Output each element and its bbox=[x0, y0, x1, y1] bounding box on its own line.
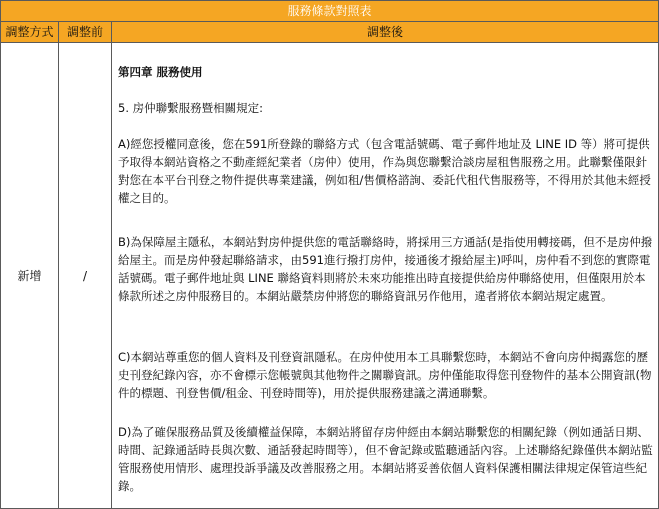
header-after: 調整後 bbox=[112, 22, 658, 43]
header-before: 調整前 bbox=[59, 22, 112, 43]
cell-before bbox=[59, 43, 112, 508]
before-value: / bbox=[82, 268, 88, 283]
header-adjust-method: 調整方式 bbox=[1, 22, 59, 43]
clause-d: D)為了確保服務品質及後續權益保障，本網站將留存房仲經由本網站聯繫您的相關紀錄（例如通話日期、時間、記錄通話時長與次數、通話發起時間等），但不會記錄或監聽通話內容。上述聯絡紀錄僅供本網站監管服務使用情形、處理投訴爭議及改善服務之用。本網站將妥善依個人資料保護相關法律規定保管這些紀錄。 bbox=[118, 425, 653, 493]
adjust-method-value: 新增 bbox=[17, 269, 42, 283]
clause-b: B)為保障屋主隱私，本網站對房仲提供您的電話聯絡時，將採用三方通話(是指使用轉接碼，但不是房仲撥給屋主。而是房仲發起聯絡請求，由591進行撥打房仲，接通後才撥給屋主)呼叫，房仲看不到您的實際電話號碼。電子郵件地址與 LINE 聯絡資料則將於未來功能推出時直接提供給房仲聯絡使用，但僅限用於本條款所述之房仲服務目的。本網站嚴禁房仲將您的聯絡資訊另作他用，違者將依本網站規定處置。 bbox=[118, 235, 653, 303]
section-heading: 5. 房仲聯繫服務暨相關規定: bbox=[118, 101, 264, 115]
table-title: 服務條款對照表 bbox=[1, 1, 658, 22]
clause-a: A)經您授權同意後，您在591所登錄的聯絡方式（包含電話號碼、電子郵件地址及 LINE ID 等）將可提供予取得本網站資格之不動產經紀業者（房仲）使用，作為與您聯繫洽談房屋租售服務之用。此聯繫僅限針對您在本平台刊登之物件提供專業建議，例如租/售價格諮詢、委託代租代售服務等，不得用於其他未經授權之目的。 bbox=[118, 137, 651, 205]
chapter-heading: 第四章 服務使用 bbox=[118, 65, 203, 79]
cell-adjust-method bbox=[1, 43, 59, 508]
clause-c: C)本網站尊重您的個人資料及刊登資訊隱私。在房仲使用本工具聯繫您時，本網站不會向房仲揭露您的歷史刊登紀錄內容，亦不會標示您帳號與其他物件之關聯資訊。房仲僅能取得您刊登物件的基本公開資訊(物件的標題、刊登售價/租金、刊登時間等)，用於提供服務建議之溝通聯繫。 bbox=[118, 350, 652, 400]
